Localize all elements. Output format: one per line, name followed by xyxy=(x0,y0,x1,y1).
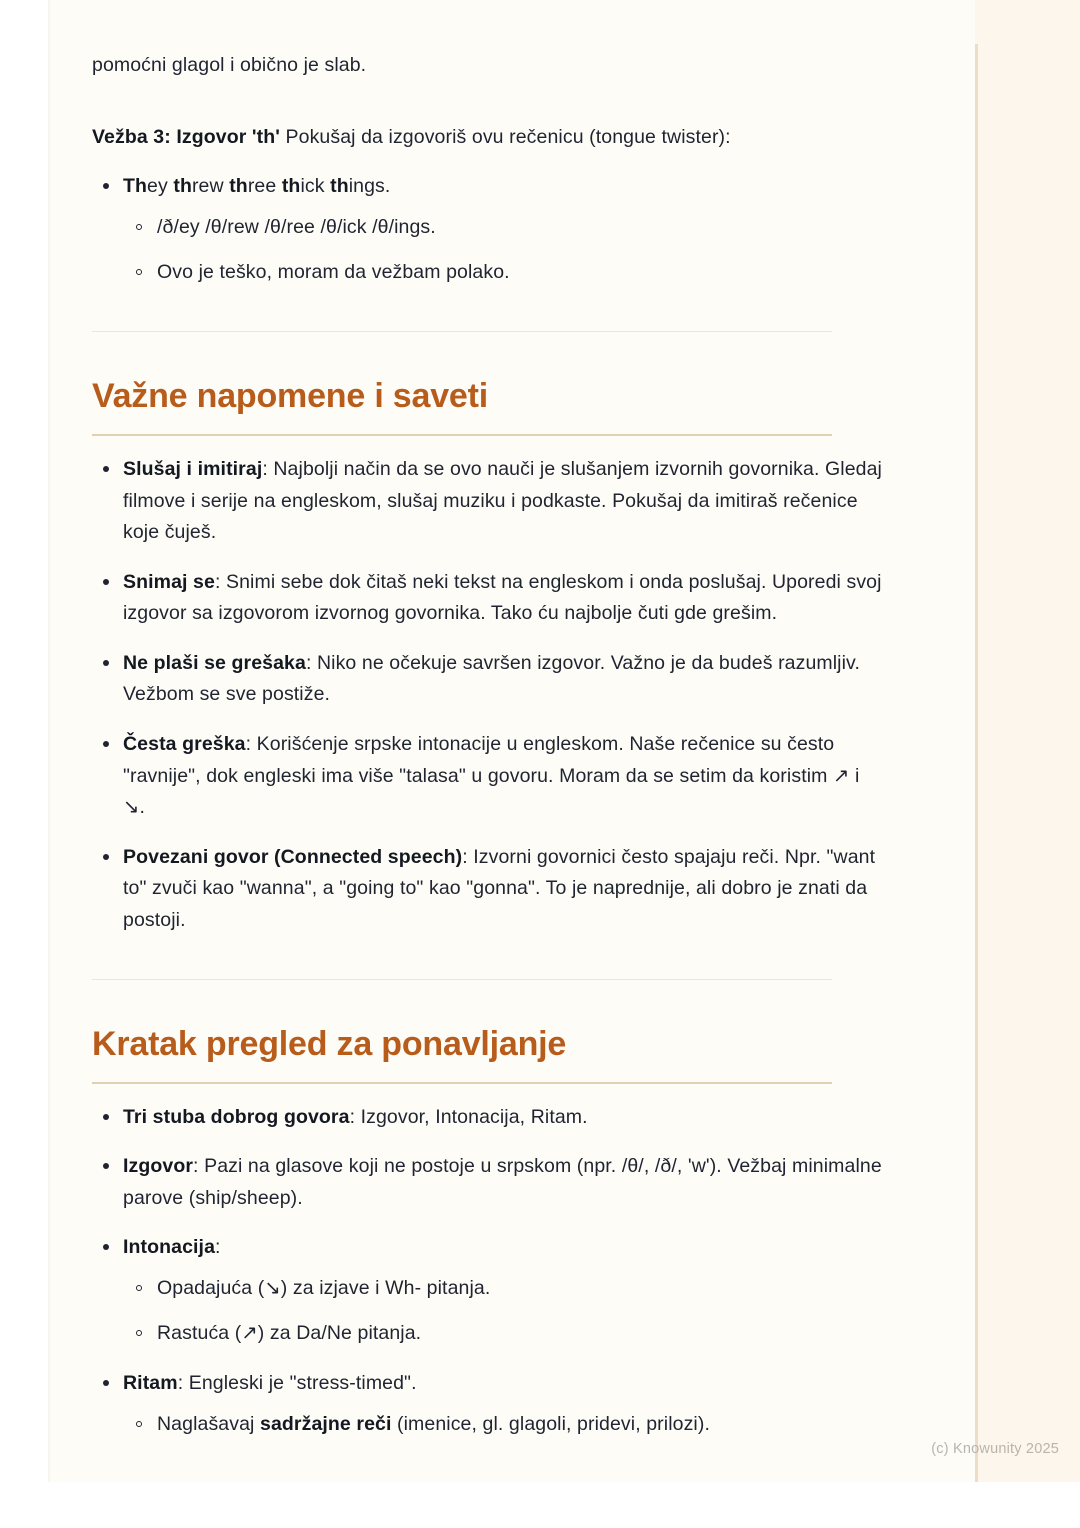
tip-label: Česta greška xyxy=(123,733,246,756)
tip-label: Povezani govor (Connected speech) xyxy=(123,845,463,868)
section-divider xyxy=(92,979,832,980)
section-title-rule xyxy=(92,1082,832,1084)
section-divider xyxy=(92,331,832,332)
tip-body: : Snimi sebe dok čitaš neki tekst na engleskom i onda poslušaj. Uporedi svoj izgovor sa izgovorom izvornog govornika. Tako ću najbolje čuti gde grešim. xyxy=(123,570,882,625)
review-label: Izgovor xyxy=(123,1155,194,1178)
th-rest-1: ey xyxy=(147,175,174,198)
list-item xyxy=(123,648,882,711)
list-item xyxy=(123,1232,882,1350)
list-item xyxy=(123,1102,882,1134)
rhythm-sub-bold: sadržajne reči xyxy=(260,1412,392,1435)
document-content xyxy=(92,0,882,1440)
review-body: : Pazi na glasove koji ne postoje u srpskom (npr. /θ/, /ð/, 'w'). Vežbaj minimalne parove (ship/sheep). xyxy=(123,1155,882,1209)
page-right-divider xyxy=(975,44,978,1482)
page-left-edge xyxy=(48,0,50,1482)
review-body: : Izgovor, Intonacija, Ritam. xyxy=(349,1105,588,1128)
th-bold-3: th xyxy=(229,175,248,198)
th-bold-4: th xyxy=(281,175,301,198)
exercise-text: Pokušaj da izgovoriš ovu rečenicu (tongue twister): xyxy=(280,125,731,148)
list-item xyxy=(123,729,882,824)
tips-list xyxy=(92,454,882,937)
th-bold-2: th xyxy=(173,175,192,198)
section-title-review: Kratak pregled za ponavljanje xyxy=(92,1024,567,1063)
list-item xyxy=(157,1409,882,1441)
th-bold-5: th xyxy=(330,175,349,198)
intonation-sublist xyxy=(123,1273,882,1350)
intro-paragraph: pomoćni glagol i obično je slab. xyxy=(92,54,367,76)
copyright-watermark: (c) Knowunity 2025 xyxy=(931,1441,1059,1457)
list-item xyxy=(123,1368,882,1440)
list-item xyxy=(123,1151,882,1214)
tongue-twister-sublist xyxy=(123,212,882,289)
tip-label: Ne plaši se grešaka xyxy=(123,651,306,674)
phonetic-transcription: /ð/ey /θ/rew /θ/ree /θ/ick /θ/ings. xyxy=(157,212,882,244)
th-rest-5: ings. xyxy=(348,175,391,198)
tip-body: : Najbolji način da se ovo nauči je slušanjem izvornih govornika. Gledaj filmove i serije na engleskom, slušaj muziku i podkaste. Pokušaj da imitiraš rečenice koje čuješ. xyxy=(123,457,882,544)
practice-note: Ovo je teško, moram da vežbam polako. xyxy=(157,257,882,289)
th-rest-2: rew xyxy=(191,175,230,198)
th-bold-1: Th xyxy=(123,175,148,198)
review-list xyxy=(92,1102,882,1441)
rhythm-sub-suffix: (imenice, gl. glagoli, pridevi, prilozi). xyxy=(391,1412,710,1435)
review-label: Tri stuba dobrog govora xyxy=(123,1105,350,1128)
tip-label: Slušaj i imitiraj xyxy=(123,457,263,480)
section-title-tips: Važne napomene i saveti xyxy=(92,376,489,415)
review-label: Intonacija xyxy=(123,1236,216,1259)
document-page xyxy=(48,0,1080,1482)
th-rest-4: ick xyxy=(300,175,331,198)
rhythm-sublist xyxy=(123,1409,882,1441)
list-item: Opadajuća (↘) za izjave i Wh- pitanja. xyxy=(157,1273,882,1305)
list-item xyxy=(123,454,882,549)
tip-body: : Niko ne očekuje savršen izgovor. Važno je da budeš razumljiv. Vežbom se sve postiže. xyxy=(123,651,860,706)
section-title-rule xyxy=(92,434,832,436)
list-item xyxy=(123,567,882,630)
th-rest-3: ree xyxy=(247,175,282,198)
list-item xyxy=(123,171,882,289)
tip-body: : Izvorni govornici često spajaju reči. Npr. "want to" zvuči kao "wanna", a "going to" kao "gonna". To je naprednije, ali dobro je znati da postoji. xyxy=(123,845,876,931)
review-body: : xyxy=(215,1236,221,1259)
review-body: : Engleski je "stress-timed". xyxy=(177,1372,417,1395)
rhythm-sub-prefix: Naglašavaj xyxy=(157,1412,260,1435)
exercise-label: Vežba 3: Izgovor 'th' xyxy=(92,125,280,148)
list-item: Rastuća (↗) za Da/Ne pitanja. xyxy=(157,1318,882,1350)
page-right-margin-panel xyxy=(975,0,1080,1482)
tip-label: Snimaj se xyxy=(123,570,215,593)
exercise-lead-in xyxy=(92,122,882,154)
tip-body: : Korišćenje srpske intonacije u engleskom. Naše rečenice su često "ravnije", dok engleski ima više "talasa" u govoru. Moram da se setim da koristim ↗ i ↘. xyxy=(123,733,860,819)
review-label: Ritam xyxy=(123,1372,178,1395)
list-item xyxy=(123,842,882,937)
tongue-twister-list xyxy=(92,171,882,289)
